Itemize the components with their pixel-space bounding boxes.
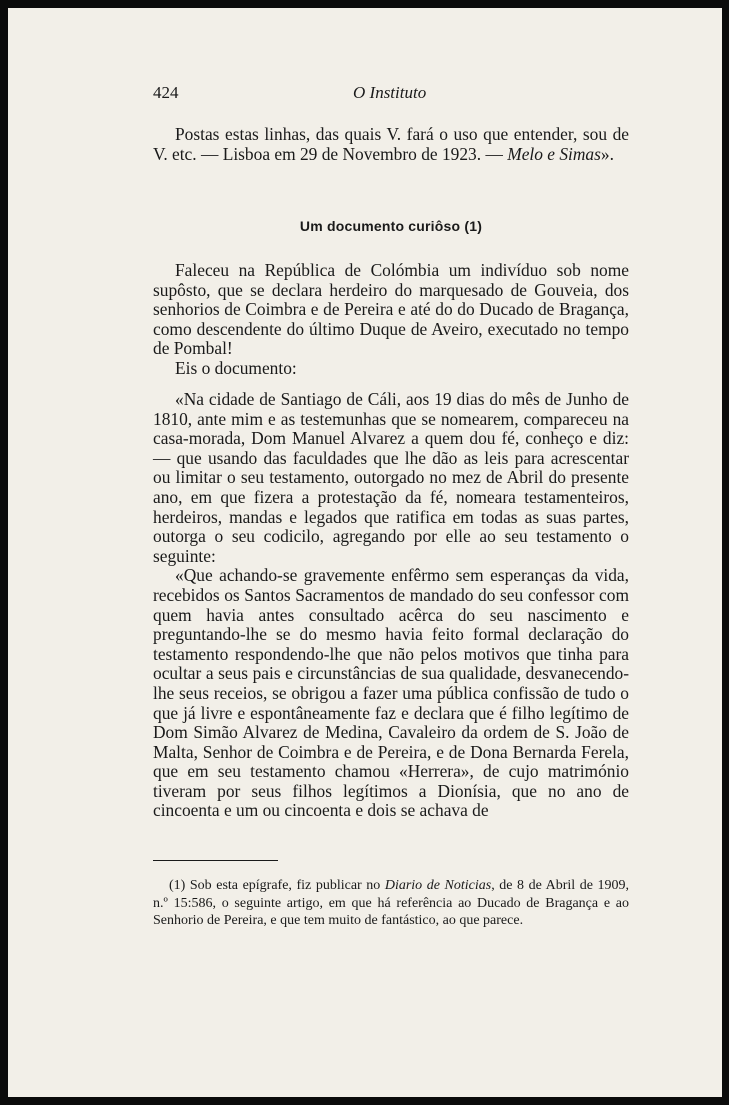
running-title: O Instituto [353,83,427,102]
footnote-divider [153,860,278,861]
paragraph: «Que achando-se gravemente enfêrmo sem esperanças da vida, recebidos os Santos Sacramentos de mandado do seu confessor com quem havia antes consultado acêrca do seu nascimento e preguntando-lhe se do mesmo havia feito formal declaração do testamento respondendo-lhe que não pelos motivos que tinha para ocultar a seus pais e circunstâncias de sua qualidade, desvanecendo-lhe seus receios, se obrigou a fazer uma pública confissão de tudo o que já livre e espontâneamente faz e declara que é filho legítimo de Dom Simão Alvarez de Medina, Cavaleiro da ordem de S. João de Malta, Senhor de Coimbra e de Pereira, e de Dona Bernarda Ferela, que em seu testamento chamou «Herrera», de cujo matrimónio tiveram por seus filhos legítimos a Dionísia, que no ano de cincoenta e um ou cincoenta e dois se achava de [153,565,629,821]
paragraph: Eis o documento: [175,357,297,378]
intro-closing: ». [600,143,614,164]
footnote [153,877,629,930]
footnote-text-end: , de 8 de Abril de 1909, n.º 15:586, o seguinte artigo, em que há referência ao Ducado de Bragança e ao Senhorio de Pereira, e que tem muito de fantástico, ao que parece. [153,878,629,928]
paragraph: «Na cidade de Santiago de Cáli, aos 19 dias do mês de Junho de 1810, ante mim e as testemunhas que se nomearem, compareceu na casa-morada, Dom Manuel Alvarez a quem dou fé, conheço e diz: — que usando das faculdades que lhe dão as leis para acrescentar ou limitar o seu testamento, outorgado no mez de Abril do presente ano, em que fizera a protestação da fé, nomeara testamenteiros, herdeiros, mandas e legados que ratifica em todas as suas partes, outorga o seu codicilo, agregando por elle ao seu testamento o seguinte: [153,389,629,566]
document-quote [153,390,629,821]
section-title: Um documento curiôso (1) [299,218,483,234]
signature: Melo e Simas [507,143,601,164]
page-number: 424 [153,83,179,102]
footnote-text: (1) Sob esta epígrafe, fiz publicar no [169,878,385,893]
opening-paragraphs [153,261,629,379]
page-header [153,83,629,107]
newspaper-title: Diario de Noticias [384,878,492,893]
book-page [8,8,722,1097]
intro-paragraph [153,125,629,164]
paragraph: Faleceu na República de Colómbia um indivíduo sob nome supôsto, que se declara herdeiro do marquesado de Gouveia, dos senhorios de Coimbra e de Pereira e até do do Ducado de Bragança, como descendente do último Duque de Aveiro, executado no tempo de Pombal! [153,260,629,359]
intro-text: Postas estas linhas, das quais V. fará o uso que entender, sou de V. etc. — Lisboa em 29 de Novembro de 1923. — [153,124,629,164]
